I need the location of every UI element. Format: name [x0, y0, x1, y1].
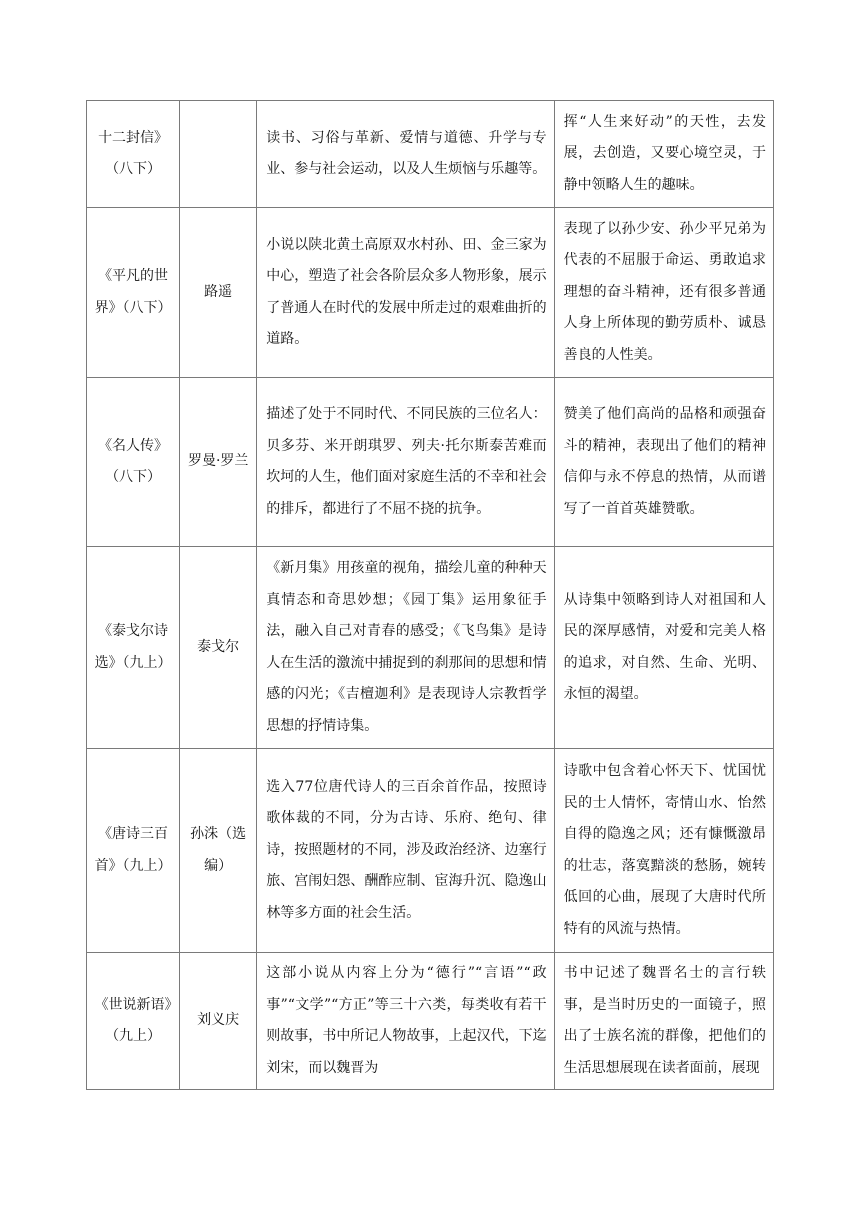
book-title-cell: 十二封信》（八下）: [87, 101, 180, 208]
author-cell: 罗曼·罗兰: [180, 378, 257, 547]
author-cell: 刘义庆: [180, 953, 257, 1090]
author-cell: 泰戈尔: [180, 547, 257, 749]
book-title-cell: 《平凡的世界》（八下）: [87, 208, 180, 378]
content-cell: 这部小说从内容上分为“德行”“言语”“政事”“文学”“方正”等三十六类，每类收有若干则故事，书中所记人物故事，上起汉代，下迄刘宋，而以魏晋为: [257, 953, 554, 1090]
book-title-cell: 《名人传》（八下）: [87, 378, 180, 547]
table-row: [87, 101, 774, 208]
theme-cell: 赞美了他们高尚的品格和顽强奋斗的精神，表现出了他们的精神信仰与永不停息的热情，从而谱写了一首首英雄赞歌。: [554, 378, 773, 547]
theme-cell: 挥“人生来好动”的天性，去发展，去创造，又要心境空灵，于静中领略人生的趣味。: [554, 101, 773, 208]
content-cell: 读书、习俗与革新、爱情与道德、升学与专业、参与社会运动，以及人生烦恼与乐趣等。: [257, 101, 554, 208]
author-cell: 孙洙（选编）: [180, 749, 257, 953]
book-title-cell: 《泰戈尔诗选》（九上）: [87, 547, 180, 749]
content-cell: 选入77位唐代诗人的三百余首作品，按照诗歌体裁的不同，分为古诗、乐府、绝句、律诗，按照题材的不同，涉及政治经济、边塞行旅、宫闱妇怨、酬酢应制、宦海升沉、隐逸山林等多方面的社会生活。: [257, 749, 554, 953]
content-cell: 小说以陕北黄土高原双水村孙、田、金三家为中心，塑造了社会各阶层众多人物形象，展示了普通人在时代的发展中所走过的艰难曲折的道路。: [257, 208, 554, 378]
theme-cell: 诗歌中包含着心怀天下、忧国忧民的士人情怀，寄情山水、怡然自得的隐逸之风；还有慷慨激昂的壮志，落寞黯淡的愁肠，婉转低回的心曲，展现了大唐时代所特有的风流与热情。: [554, 749, 773, 953]
book-title-cell: 《世说新语》（九上）: [87, 953, 180, 1090]
author-cell: [180, 101, 257, 208]
table-row: [87, 749, 774, 953]
table-row: [87, 547, 774, 749]
author-cell: 路遥: [180, 208, 257, 378]
theme-cell: 从诗集中领略到诗人对祖国和人民的深厚感情，对爱和完美人格的追求，对自然、生命、光明、永恒的渴望。: [554, 547, 773, 749]
book-title-cell: 《唐诗三百首》（九上）: [87, 749, 180, 953]
content-cell: 《新月集》用孩童的视角，描绘儿童的种种天真情态和奇思妙想；《园丁集》运用象征手法，融入自己对青春的感受；《飞鸟集》是诗人在生活的激流中捕捉到的刹那间的思想和情感的闪光；《吉檀迦利》是表现诗人宗教哲学思想的抒情诗集。: [257, 547, 554, 749]
theme-cell: 书中记述了魏晋名士的言行轶事，是当时历史的一面镜子，照出了士族名流的群像，把他们的生活思想展现在读者面前，展现: [554, 953, 773, 1090]
table-row: [87, 208, 774, 378]
table-row: [87, 953, 774, 1090]
theme-cell: 表现了以孙少安、孙少平兄弟为代表的不屈服于命运、勇敢追求理想的奋斗精神，还有很多普通人身上所体现的勤劳质朴、诚恳善良的人性美。: [554, 208, 773, 378]
content-cell: 描述了处于不同时代、不同民族的三位名人：贝多芬、米开朗琪罗、列夫·托尔斯泰苦难而坎坷的人生，他们面对家庭生活的不幸和社会的排斥，都进行了不屈不挠的抗争。: [257, 378, 554, 547]
reading-list-table: [86, 100, 774, 1090]
table-row: [87, 378, 774, 547]
